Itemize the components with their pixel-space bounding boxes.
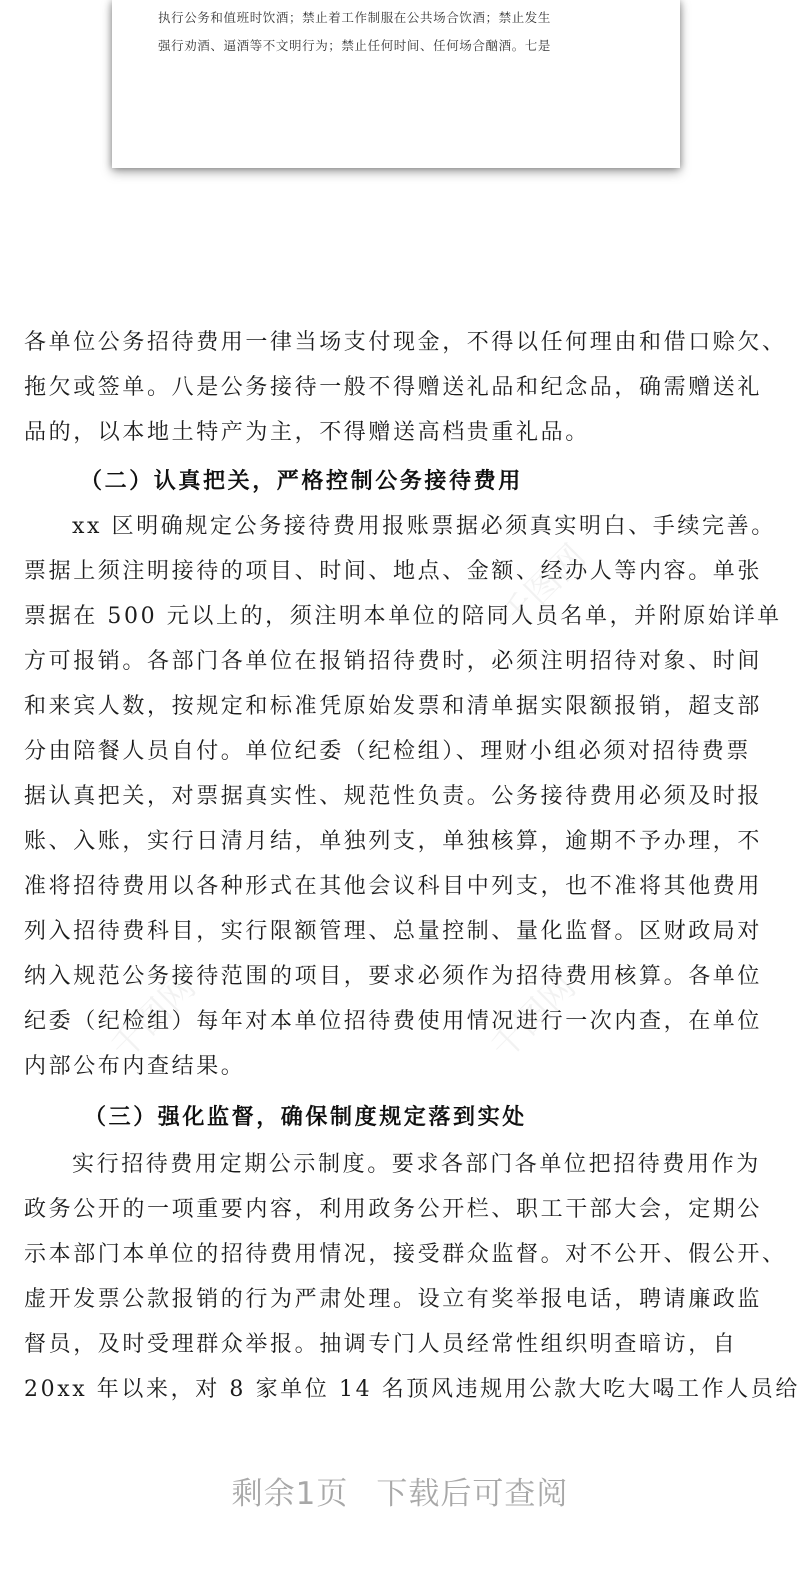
remaining-pages-label: 剩余1页 — [231, 1476, 349, 1512]
text-line: 据认真把关，对票据真实性、规范性负责。公务接待费用必须及时报 — [24, 784, 763, 809]
preview-text-line: 执行公务和值班时饮酒；禁止着工作制服在公共场合饮酒；禁止发生 — [158, 10, 552, 25]
text-line: 纪委（纪检组）每年对本单位招待费使用情况进行一次内查，在单位 — [24, 1009, 763, 1034]
text-line: 各单位公务招待费用一律当场支付现金，不得以任何理由和借口赊欠、 — [24, 330, 787, 355]
watermark-logo: 千图网 — [103, 966, 204, 1068]
text-line: 拖欠或签单。八是公务接待一般不得赠送礼品和纪念品，确需赠送礼 — [24, 375, 763, 400]
preview-text-line: 强行劝酒、逼酒等不文明行为；禁止任何时间、任何场合酗酒。七是 — [158, 38, 552, 53]
text-line: 票据在 500 元以上的，须注明本单位的陪同人员名单，并附原始详单 — [24, 604, 782, 629]
watermark-logo: 千图网 — [483, 966, 584, 1068]
text-line: 20xx 年以来，对 8 家单位 14 名顶风违规用公款大吃大喝工作人员给 — [24, 1377, 800, 1402]
text-line: xx 区明确规定公务接待费用报账票据必须真实明白、手续完善。 — [72, 514, 776, 539]
text-line: 示本部门本单位的招待费用情况，接受群众监督。对不公开、假公开、 — [24, 1242, 787, 1267]
text-line: 虚开发票公款报销的行为严肃处理。设立有奖举报电话，聘请廉政监 — [24, 1287, 763, 1312]
download-hint-label: 下载后可查阅 — [376, 1476, 569, 1512]
watermark-logo: 千图网 — [493, 536, 594, 638]
text-line: 列入招待费科目，实行限额管理、总量控制、量化监督。区财政局对 — [24, 919, 763, 944]
text-line: 和来宾人数，按规定和标准凭原始发票和清单据实限额报销，超支部 — [24, 694, 763, 719]
text-line: 品的，以本地土特产为主，不得赠送高档贵重礼品。 — [24, 420, 590, 445]
page-preview-card — [112, 0, 680, 168]
section-heading: （三）强化监督，确保制度规定落到实处 — [84, 1104, 527, 1130]
text-line: 政务公开的一项重要内容，利用政务公开栏、职工干部大会，定期公 — [24, 1197, 763, 1222]
text-line: 准将招待费用以各种形式在其他会议科目中列支，也不准将其他费用 — [24, 874, 763, 899]
text-line: 分由陪餐人员自付。单位纪委（纪检组）、理财小组必须对招待费票 — [24, 739, 752, 764]
text-line: 账、入账，实行日清月结，单独列支，单独核算，逾期不予办理，不 — [24, 829, 763, 854]
text-line: 票据上须注明接待的项目、时间、地点、金额、经办人等内容。单张 — [24, 559, 763, 584]
text-line: 实行招待费用定期公示制度。要求各部门各单位把招待费用作为 — [72, 1152, 761, 1177]
text-line: 纳入规范公务接待范围的项目，要求必须作为招待费用核算。各单位 — [24, 964, 763, 989]
remaining-pages-notice[interactable] — [0, 1468, 800, 1513]
text-line: 方可报销。各部门各单位在报销招待费时，必须注明招待对象、时间 — [24, 649, 763, 674]
text-line: 内部公布内查结果。 — [24, 1054, 246, 1079]
section-heading: （二）认真把关，严格控制公务接待费用 — [80, 468, 523, 494]
text-line: 督员，及时受理群众举报。抽调专门人员经常性组织明查暗访，自 — [24, 1332, 738, 1357]
